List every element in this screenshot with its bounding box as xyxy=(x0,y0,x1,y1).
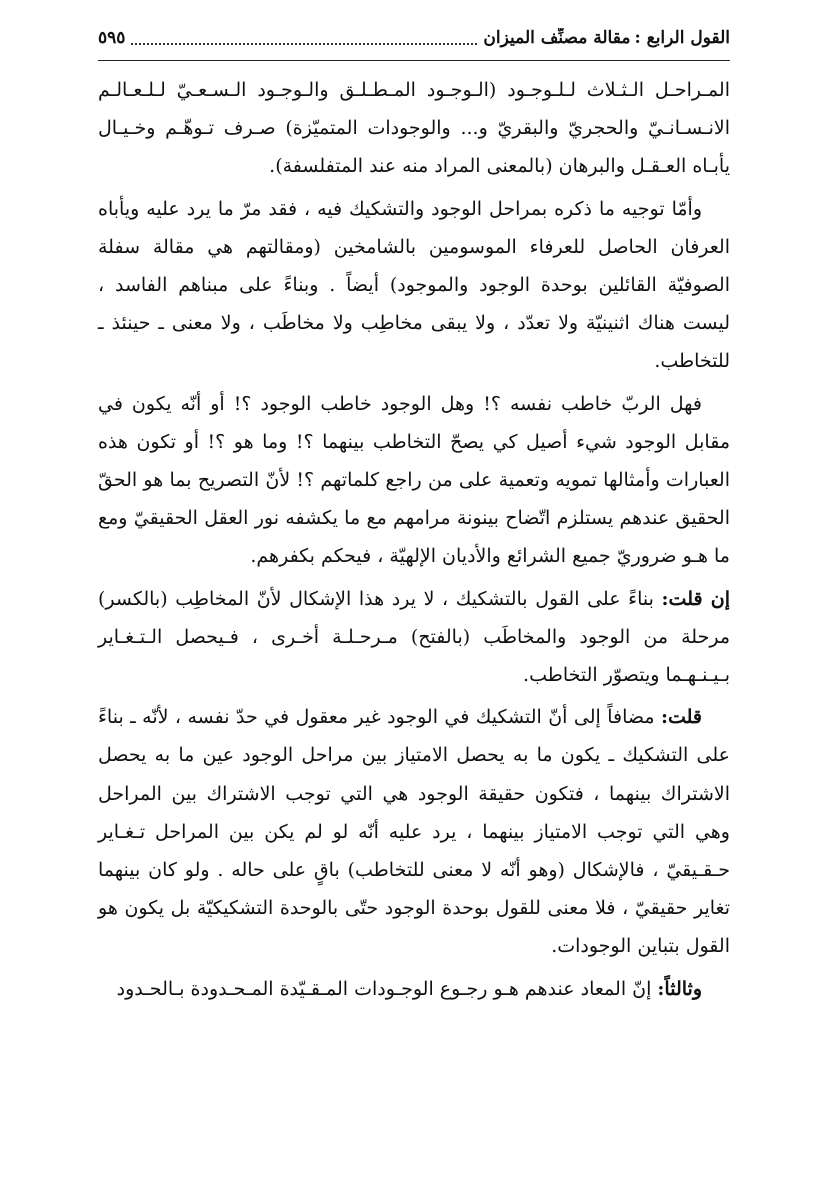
paragraph-text: بناءً على القول بالتشكيك ، لا يرد هذا الإشكال لأنّ المخاطِب (بالكسر) مرحلة من الوجود والمخاطَب (بالفتح) مـرحـلـة أخـرى ، فـيحصل الـتـغـاير بـيـنـهـما ويتصوّر التخاطب. xyxy=(98,587,730,687)
page-number: ٥٩٥ xyxy=(98,28,126,48)
chapter-label: القول الرابع : xyxy=(634,28,730,48)
book-page xyxy=(98,28,730,1012)
dotted-leader xyxy=(131,43,477,45)
paragraph-5 xyxy=(98,698,730,965)
paragraph-lead: قلت: xyxy=(660,706,702,729)
chapter-title: مقالة مصنِّف الميزان xyxy=(483,28,631,48)
paragraph-lead: إن قلت: xyxy=(661,587,731,610)
paragraph-text: فهل الربّ خاطب نفسه ؟! وهل الوجود خاطب الوجود ؟! أو أنّه يكون في مقابل الوجود شيء أصيل كي يصحّ التخاطب بينهما ؟! وما هو ؟! أو تكون هذه العبارات وأمثالها تمويه وتعمية على من راجع كلماتهم ؟! لأنّ التصريح بما هو الحقّ الحقيق عندهم يستلزم اتّضاح بينونة مرامهم مع ما يكشفه نور العقل الحقيقيّ ومع ما هـو ضروريّ جميع الشرائع والأديان الإلهيّة ، فيحكم بكفرهم. xyxy=(98,392,730,568)
paragraph-text: مضافاً إلى أنّ التشكيك في الوجود غير معقول في حدّ نفسه ، لأنّه ـ بناءً على التشكيك ـ يكون ما به يحصل الامتياز بين مراحل الوجود عين ما به يحصل الاشتراك بينهما ، فتكون حقيقة الوجود هي التي توجب الاشتراك بين المراحل وهي التي توجب الامتياز بينهما ، يرد عليه أنّه لو لم يكن بين المراحل تـغـاير حـقـيقيّ ، فالإشكال (وهو أنّه لا معنى للتخاطب) باقٍ على حاله . ولو كان بينهما تغاير حقيقيّ ، فلا معنى للقول بوحدة الوجود حتّى بالوحدة التشكيكيّة بل يكون هو القول بتباين الوجودات. xyxy=(98,706,730,958)
paragraph-2 xyxy=(98,190,730,381)
paragraph-1 xyxy=(98,71,730,186)
paragraph-4 xyxy=(98,580,730,695)
paragraph-text: إنّ المعاد عندهم هـو رجـوع الوجـودات المـقـيّدة المـحـدودة بـالحـدود xyxy=(116,977,658,1000)
header-title-group xyxy=(483,28,730,48)
paragraph-3 xyxy=(98,385,730,576)
paragraph-6 xyxy=(98,970,730,1008)
paragraph-lead: وثالثاً: xyxy=(657,977,702,1000)
paragraph-text: المـراحـل الـثـلاث لـلـوجـود (الـوجـود المـطـلـق والـوجـود الـسـعـيّ لـلـعـالـم الانـسـانـيّ والحجريّ والبقريّ و... والوجودات المتميّزة) صـرف تـوهّـم وخـيـال يأبـاه العـقـل والبرهان (بالمعنى المراد منه عند المتفلسفة). xyxy=(98,79,730,178)
paragraph-text: وأمّا توجيه ما ذكره بمراحل الوجود والتشكيك فيه ، فقد مرّ ما يرد عليه ويأباه العرفان الحاصل للعرفاء الموسومين بالشامخين (ومقالتهم هي مقالة سفلة الصوفيّة القائلين بوحدة الوجود والموجود) أيضاً . وبناءً على مبناهم الفاسد ، ليست هناك اثنينيّة ولا تعدّد ، ولا يبقى مخاطِب ولا مخاطَب ، ولا معنى ـ حينئذ ـ للتخاطب. xyxy=(98,197,730,373)
page-body xyxy=(98,71,730,1008)
running-header xyxy=(98,28,730,61)
